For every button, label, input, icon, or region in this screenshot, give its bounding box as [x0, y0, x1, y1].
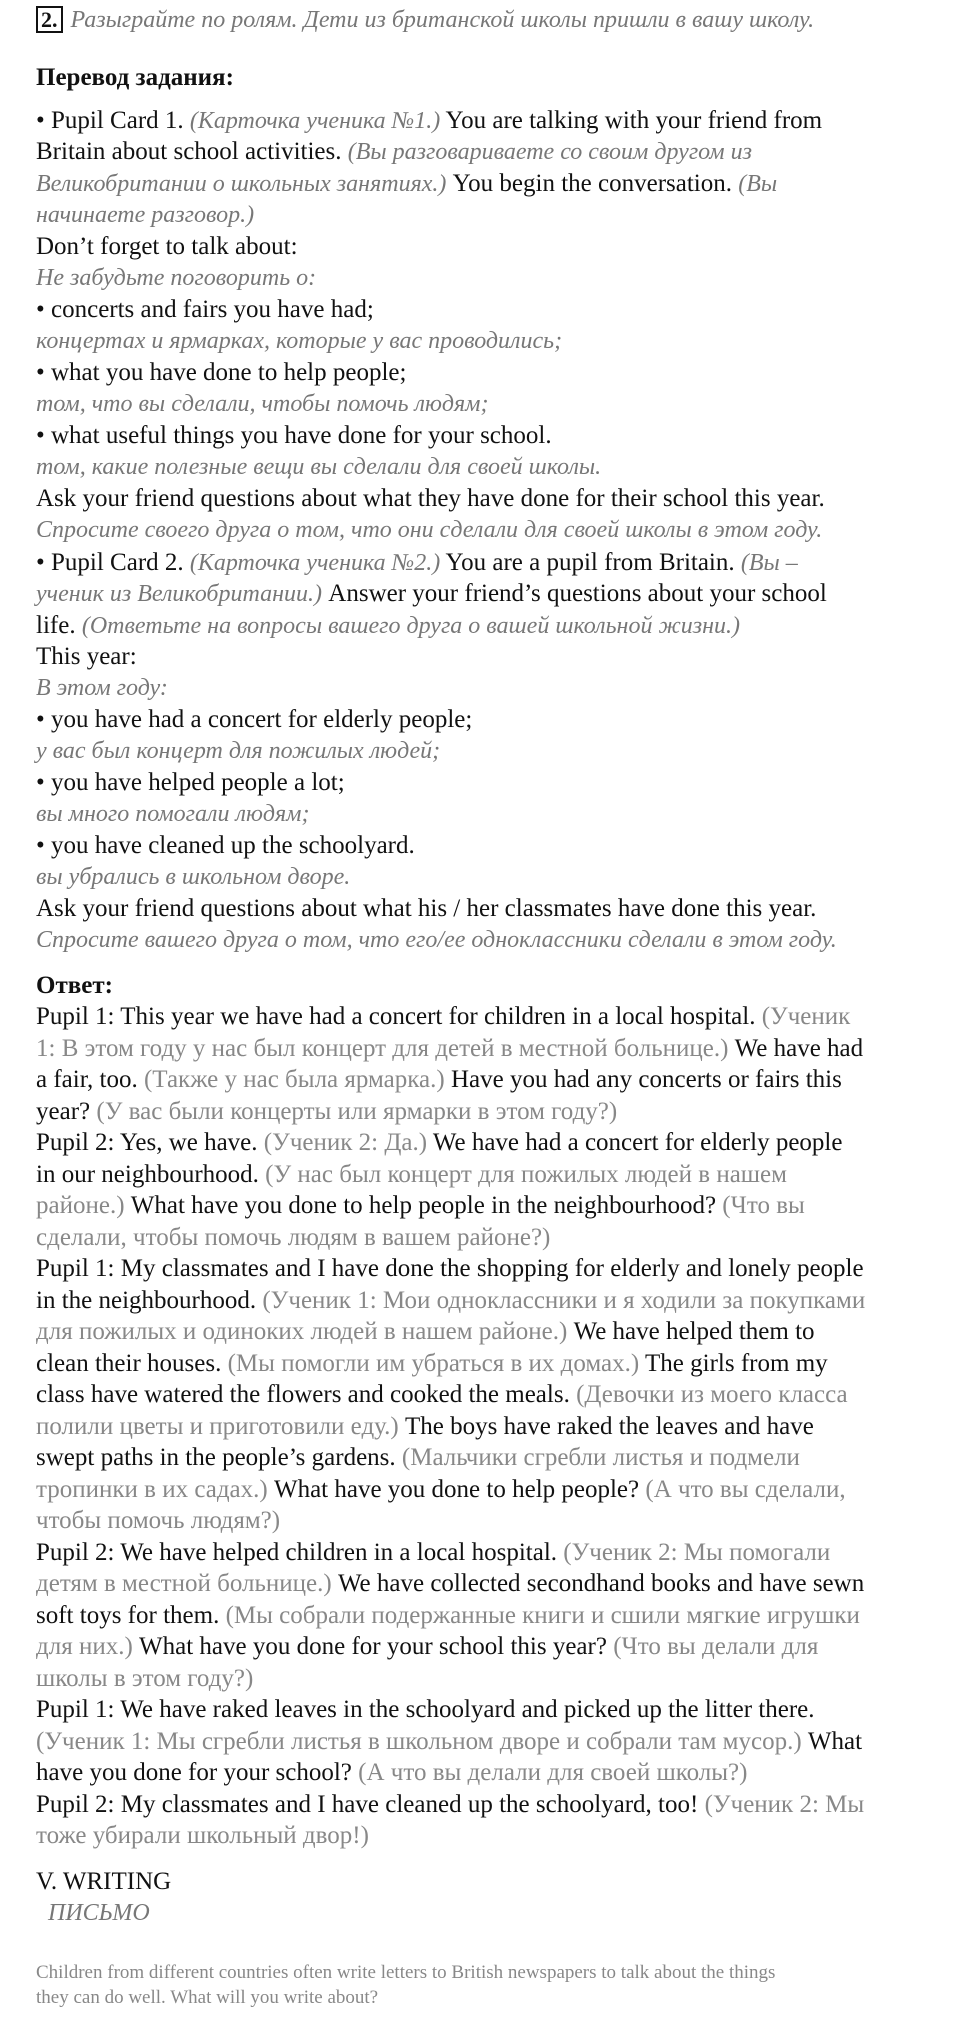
task-number: 2. [36, 6, 63, 33]
answer-line-8: сделали, чтобы помочь людям в вашем районе?) [36, 1224, 551, 1251]
card2-line-5: В этом году: [36, 675, 168, 701]
writing-heading: V. WRITING [36, 1868, 172, 1895]
answer-line-12: clean their houses. (Мы помогли им убраться в их домах.) The girls from my [36, 1350, 828, 1377]
card2-bullet-2: • you have helped people a lot; [36, 769, 345, 796]
answer-heading: Ответ: [36, 972, 113, 999]
answer-line-6: in our neighbourhood. (У нас был концерт для пожилых людей в нашем [36, 1161, 787, 1188]
card1-line-14: Спросите своего друга о том, что они сделали для своей школы в этом году. [36, 517, 823, 543]
card1-bullet-3: • what useful things you have done for your school. [36, 422, 552, 449]
answer-line-26: Pupil 2: My classmates and I have cleaned up the schoolyard, too! (Ученик 2: Мы [36, 1791, 865, 1818]
answer-line-24: (Ученик 1: Мы сгребли листья в школьном дворе и собрали там мусор.) What [36, 1728, 863, 1755]
answer-line-2: 1: В этом году у нас был концерт для детей в местной больнице.) We have had [36, 1035, 864, 1062]
card1-bullet-1-ru: концертах и ярмарках, которые у вас проводились; [36, 328, 563, 354]
card2-bullet-1: • you have had a concert for elderly people; [36, 706, 473, 733]
answer-line-3: a fair, too. (Также у нас была ярмарка.) Have you had any concerts or fairs this [36, 1066, 842, 1093]
answer-line-4: year? (У вас были концерты или ярмарки в этом году?) [36, 1098, 618, 1125]
answer-line-22: школы в этом году?) [36, 1665, 254, 1692]
card2-line-3: life. (Ответьте на вопросы вашего друга о вашей школьной жизни.) [36, 612, 741, 639]
card2-line-2: ученик из Великобритании.) Answer your friend’s questions about your school [36, 580, 827, 607]
answer-line-25: have you done for your school? (А что вы делали для своей школы?) [36, 1759, 748, 1786]
card1-line-6: Не забудьте поговорить о: [36, 265, 317, 291]
card2-bullet-3-ru: вы убрались в школьном дворе. [36, 864, 351, 890]
card2-bullet-3: • you have cleaned up the schoolyard. [36, 832, 415, 859]
card1-line-4: начинаете разговор.) [36, 202, 255, 228]
task-header [36, 4, 814, 36]
answer-line-18: Pupil 2: We have helped children in a local hospital. (Ученик 2: Мы помогали [36, 1539, 831, 1566]
card2-line-12: Ask your friend questions about what his / her classmates have done this year. [36, 895, 817, 922]
answer-line-15: swept paths in the people’s gardens. (Мальчики сгребли листья и подмели [36, 1444, 800, 1471]
card1-bullet-1: • concerts and fairs you have had; [36, 296, 374, 323]
card1-line-2: Britain about school activities. (Вы разговариваете со своим другом из [36, 138, 752, 165]
answer-line-19: детям в местной больнице.) We have collected secondhand books and have sewn [36, 1570, 865, 1597]
answer-line-11: для пожилых и одиноких людей в нашем районе.) We have helped them to [36, 1318, 815, 1345]
answer-line-13: class have watered the flowers and cooked the meals. (Девочки из моего класса [36, 1381, 848, 1408]
answer-line-27: тоже убирали школьный двор!) [36, 1822, 369, 1849]
answer-line-14: полили цветы и приготовили еду.) The boys have raked the leaves and have [36, 1413, 814, 1440]
card1-line-5: Don’t forget to talk about: [36, 233, 298, 260]
task-instruction: Разыграйте по ролям. Дети из британской школы пришли в вашу школу. [70, 7, 815, 33]
answer-line-17: чтобы помочь людям?) [36, 1507, 281, 1534]
card1-bullet-2-ru: том, что вы сделали, чтобы помочь людям; [36, 391, 489, 417]
writing-heading-ru: ПИСЬМО [48, 1900, 150, 1926]
card1-bullet-3-ru: том, какие полезные вещи вы сделали для своей школы. [36, 454, 602, 480]
translation-heading: Перевод задания: [36, 64, 234, 91]
answer-line-9: Pupil 1: My classmates and I have done the shopping for elderly and lonely people [36, 1255, 864, 1282]
card1-line-13: Ask your friend questions about what they have done for their school this year. [36, 485, 825, 512]
card2-line-1: • Pupil Card 2. (Карточка ученика №2.) You are a pupil from Britain. (Вы – [36, 549, 798, 576]
card2-line-13: Спросите вашего друга о том, что его/ее одноклассники сделали в этом году. [36, 927, 837, 953]
answer-line-10: in the neighbourhood. (Ученик 1: Мои одноклассники и я ходили за покупками [36, 1287, 866, 1314]
answer-line-1: Pupil 1: This year we have had a concert for children in a local hospital. (Ученик [36, 1003, 851, 1030]
answer-line-23: Pupil 1: We have raked leaves in the schoolyard and picked up the litter there. [36, 1696, 815, 1723]
answer-line-16: тропинки в их садах.) What have you done to help people? (А что вы сделали, [36, 1476, 846, 1503]
card1-line-3: Великобритании о школьных занятиях.) You begin the conversation. (Вы [36, 170, 778, 197]
writing-task-line-2: they can do well. What will you write about? [36, 1987, 379, 2008]
answer-line-21: для них.) What have you done for your school this year? (Что вы делали для [36, 1633, 819, 1660]
writing-task-line-1: Children from different countries often write letters to British newspapers to talk about the things [36, 1962, 776, 1983]
card1-line-1: • Pupil Card 1. (Карточка ученика №1.) You are talking with your friend from [36, 107, 823, 134]
card2-bullet-1-ru: у вас был концерт для пожилых людей; [36, 738, 441, 764]
card2-line-4: This year: [36, 643, 137, 670]
answer-line-20: soft toys for them. (Мы собрали подержанные книги и сшили мягкие игрушки [36, 1602, 860, 1629]
card2-bullet-2-ru: вы много помогали людям; [36, 801, 310, 827]
answer-line-7: районе.) What have you done to help people in the neighbourhood? (Что вы [36, 1192, 805, 1219]
card1-bullet-2: • what you have done to help people; [36, 359, 407, 386]
answer-line-5: Pupil 2: Yes, we have. (Ученик 2: Да.) We have had a concert for elderly people [36, 1129, 843, 1156]
